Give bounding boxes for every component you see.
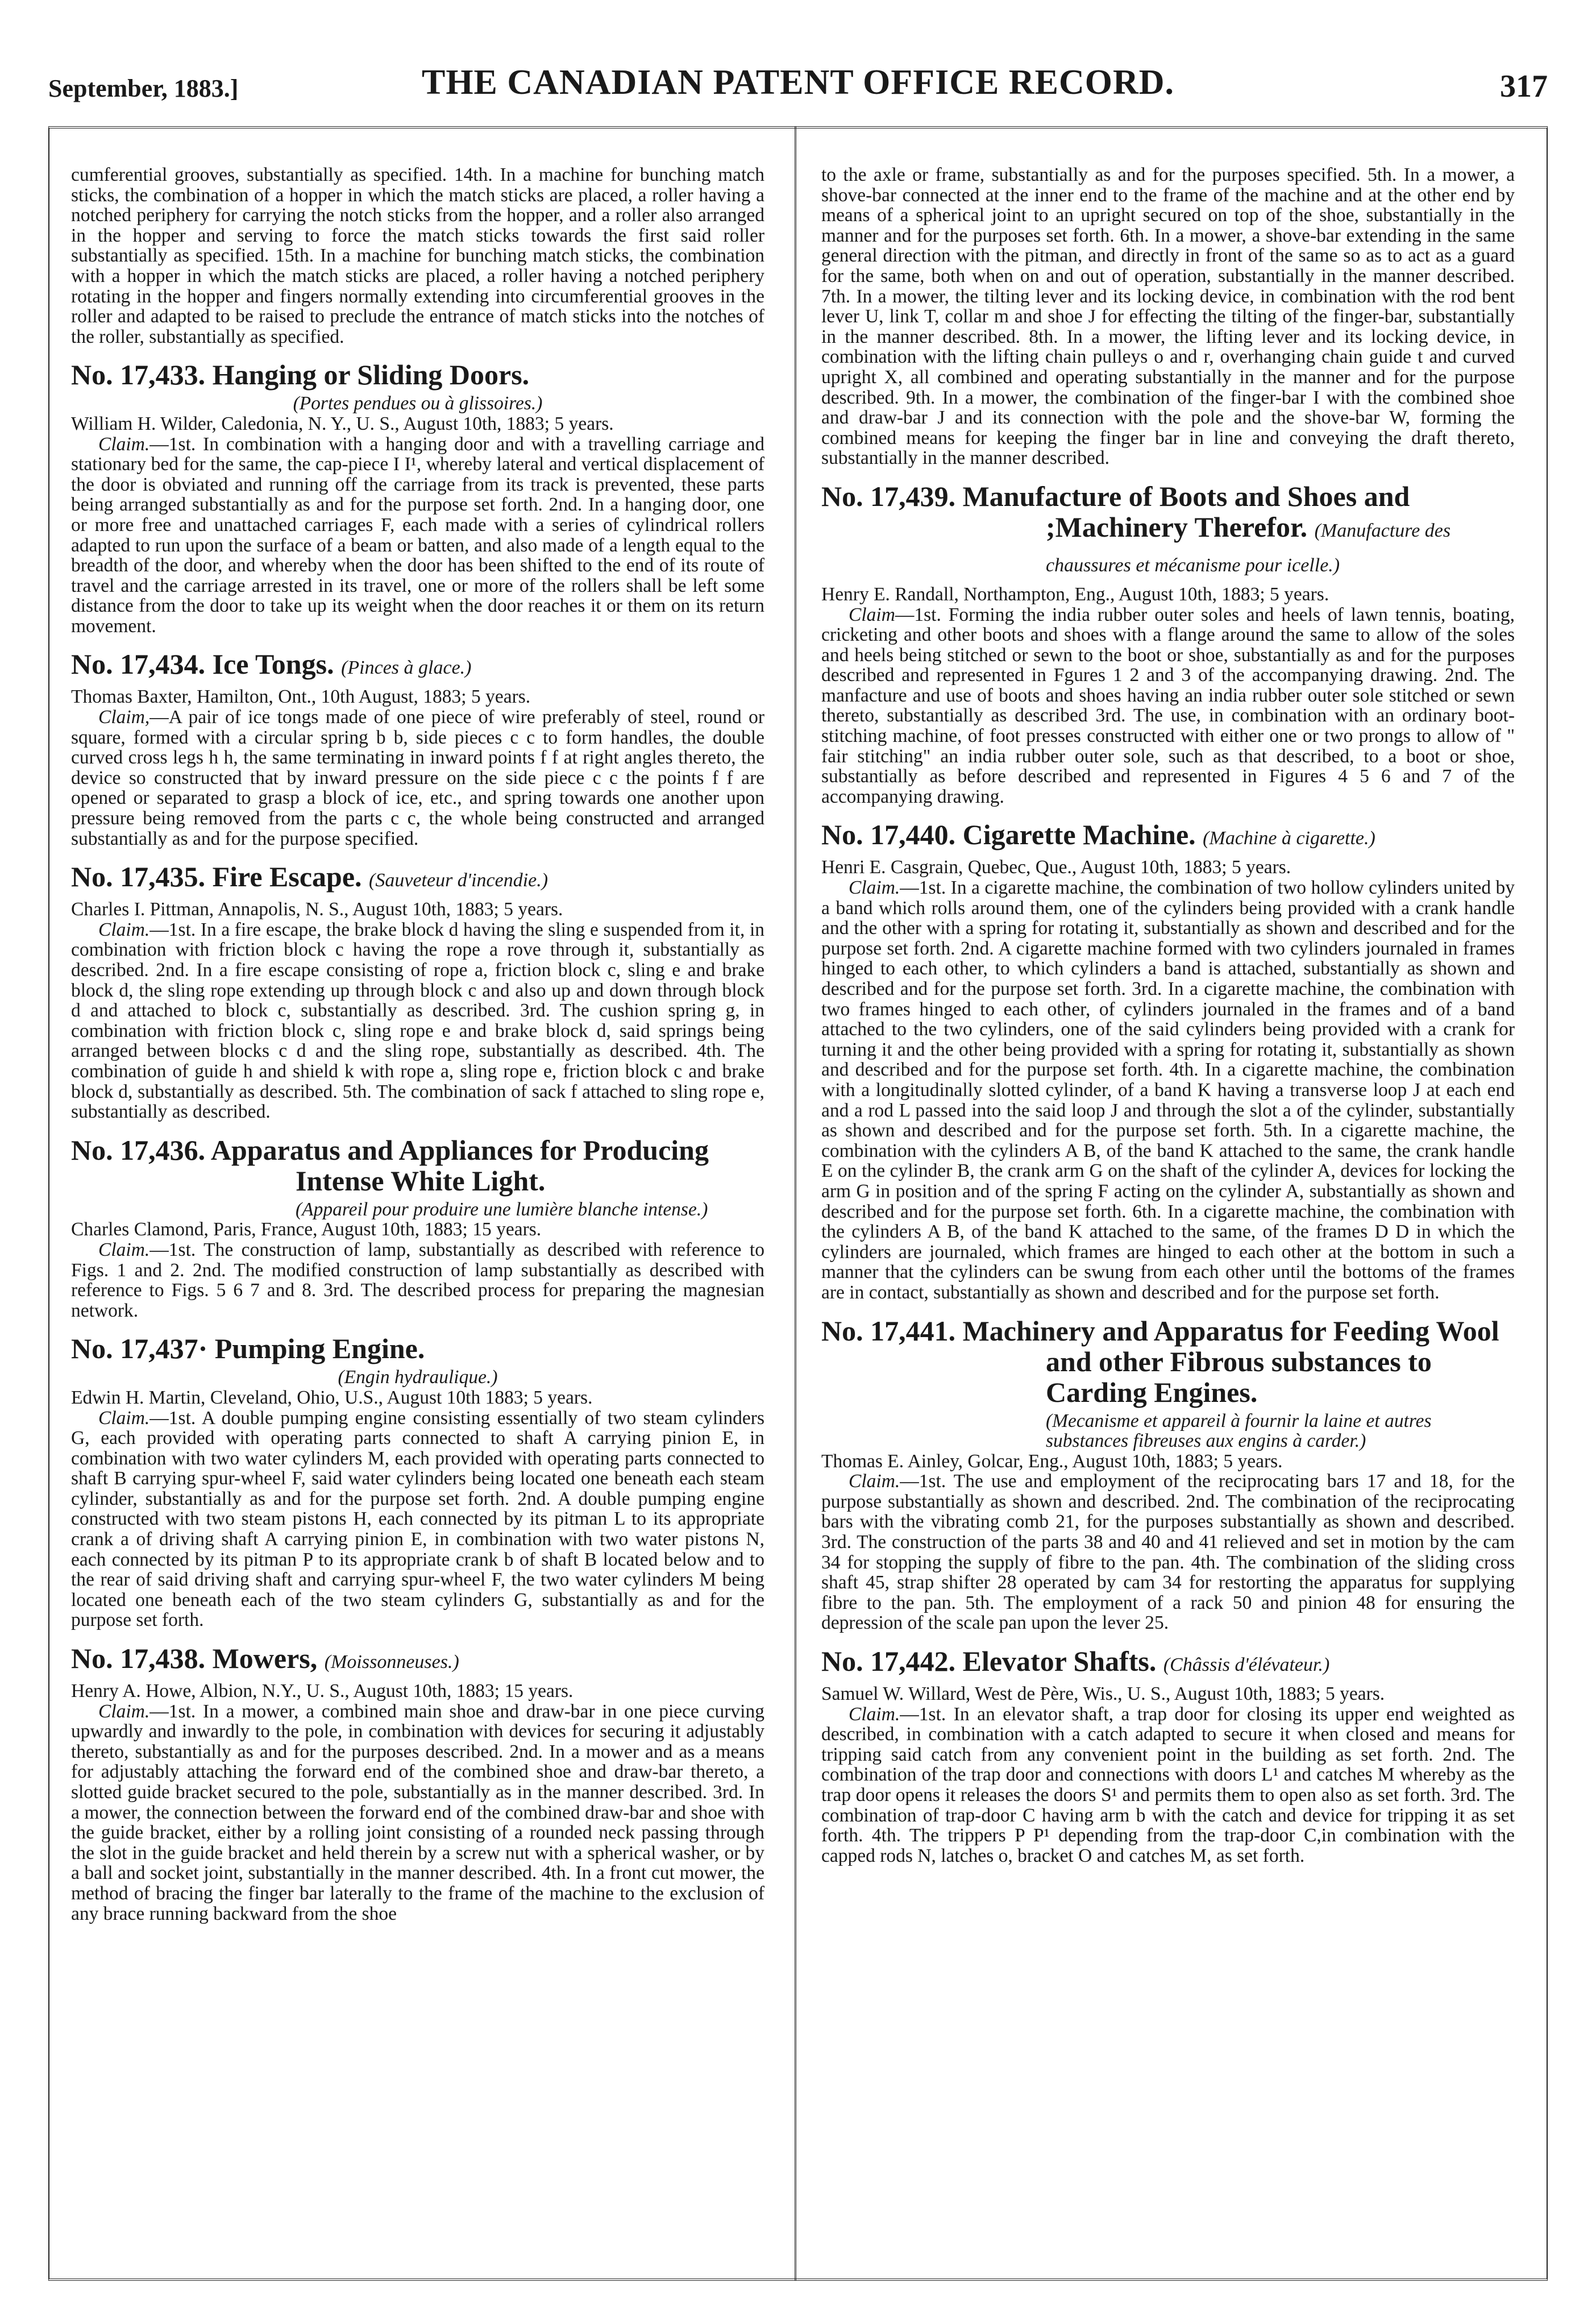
- right-column: [821, 165, 1515, 1866]
- page-header: [48, 63, 1548, 114]
- claim-body: —1st. The use and employment of the reciprocating bars 17 and 18, for the purpose substantially as shown and described. 2nd. The combination of the reciprocating bars with the vibrating comb 21, for the purposes substantially as shown and described. 3rd. The construction of the parts 38 and 40 and 41 relieved and set in motion by the cam 34 for stopping the supply of fibre to the pan. 4th. The combination of the sliding cross shaft 45, strap shifter 28 operated by cam 34 for restorting the apparatus for supplying fibre to the pan. 5th. The employment of a rack 50 and pinion 48 for ensuring the depression of the scale pan upon the lever 25.: [821, 1471, 1515, 1634]
- patentee-line: Charles I. Pittman, Annapolis, N. S., August 10th, 1883; 5 years.: [71, 899, 563, 920]
- patentee-line: William H. Wilder, Caledonia, N. Y., U. S., August 10th, 1883; 5 years.: [71, 413, 614, 434]
- french-title: (Machine à cigarette.): [1203, 828, 1375, 849]
- claim-text: [821, 1471, 1515, 1633]
- patent-number: No. 17,442.: [821, 1645, 956, 1678]
- claim-body: —1st. In combination with a hanging door and with a travelling carriage and stationary bed for the same, the cap-piece I I¹, whereby lateral and vertical displacement of the door is obviated and running off the carriage from its track is prevented, these parts being arranged substantially as and for the purpose set forth. 2nd. In a hanging door, one or more free and unattached carriages F, each made with a series of cylindrical rollers adapted to run upon the surface of a beam or batten, and also made of a length equal to the breadth of the door, and whereby when the door has been shifted to the end of its route of travel and the carriage arrested in its travel, one or more of the rollers shall be left some distance from the door to take up its weight when the door reaches it or them on its return movement.: [71, 433, 764, 637]
- patent-number: No. 17,440.: [821, 819, 956, 851]
- claim-text: [821, 605, 1515, 807]
- claim-body: —1st. In a fire escape, the brake block d having the sling e suspended from it, in combination with friction block c having the rope a rove through it, substantially as described. 2nd. In a fire escape consisting of rope a, friction block c, sling e and brake block d, the sling rope extending up through block c and also up and down through block d and attached to block c, substantially as described. 3rd. The cushion spring g, in combination with friction block c, sling rope e and brake block d, said springs being arranged between blocks c d and the sling rope, substantially as described. 4th. The combination of guide h and shield k with rope a, sling rope e, friction block c and brake block d, substantially as described. 5th. The combination of sack f attached to sling rope e, substantially as described.: [71, 919, 764, 1123]
- patent-entry: [71, 1135, 764, 1321]
- french-title: (Sauveteur d'incendie.): [369, 870, 548, 891]
- issue-date: September, 1883.]: [48, 74, 239, 102]
- french-title: (Engin hydraulique.): [338, 1367, 498, 1388]
- claim-text: [821, 1704, 1515, 1866]
- patent-title: Pumping Engine.: [214, 1333, 425, 1365]
- claim-text: [71, 1702, 764, 1924]
- claim-label: Claim.: [98, 1700, 150, 1722]
- claim-body: —1st. Forming the india rubber outer soles and heels of lawn tennis, boating, cricketing and other boots and shoes with a flange around the same to allow of the soles and heels being stitched or sewn to the boot or shoe, substantially as and for the purposes described and represented in Fgures 1 2 and 3 of the accompanying drawing. 2nd. The manfacture and use of boots and shoes having an india rubber outer sole stitched or sewn thereto, substantially as described 3rd. The use, in combination with an ordinary boot-stitching machine, of foot presses constructed with either one or two prongs to allow of " fair stitching" an india rubber outer sole, such as that described, to a boot or shoe, substantially as before described and represented in Figures 4 5 6 and 7 of the accompanying drawing.: [821, 604, 1515, 807]
- patentee-line: Charles Clamond, Paris, France, August 10th, 1883; 15 years.: [71, 1219, 542, 1240]
- french-title: (Châssis d'élévateur.): [1163, 1654, 1330, 1676]
- claim-label: Claim.: [98, 433, 150, 455]
- left-column: [71, 165, 764, 1924]
- column-divider: [795, 126, 796, 2281]
- entry-heading: [821, 1315, 1515, 1408]
- claim-body: —1st. In a cigarette machine, the combination of two hollow cylinders united by a band which rolls around them, one of the cylinders being provided with a crank handle and the other with a spring for rotating it, substantially as shown and described and for the purpose set forth. 2nd. A cigarette machine formed with two cylinders journaled in frames hinged to each other, to which cylinders a band is attached, substantially as shown and described and for the purpose set forth. 3rd. In a cigarette machine, the combination with two frames hinged to each other, of cylinders journaled in the frames and of a band attached to the two cylinders, one of the said cylinders being provided with a crank for turning it and the other being provided with a spring for rotating it, substantially as shown and described and for the purpose set forth. 4th. In a cigarette machine, the combination with a longitudinally slotted cylinder, of a band K having a transverse loop J at each end and a rod L passed into the said loop J and through the slot a of the cylinder, substantially as shown and described and for the purpose set forth. 5th. In a cigarette machine, the combination with the cylinders A B, of the band K attached to the same, the crank handle E on the cylinder B, the crank arm G on the shaft of the cylinder A, devices for locking the arm G in position and of the spring F acting on the cylinder A, substantially as shown and described and for the purpose set forth. 6th. In a cigarette machine, the combination with the cylinders A B, of the band K attached to the same, of the frames D D in which the cylinders are journaled, which frames are hinged to each other at the bottom in such a manner that the cylinders can be swung from each other until the bottoms of the frames are in contact, substantially as shown and described and for the purpose set forth.: [821, 877, 1515, 1303]
- claim-text: [71, 1408, 764, 1631]
- claim-text: [71, 707, 764, 849]
- patent-entry: [71, 861, 764, 1122]
- publication-title: THE CANADIAN PATENT OFFICE RECORD.: [421, 63, 1175, 102]
- claim-text: [71, 1240, 764, 1321]
- claim-label: Claim.: [98, 1239, 150, 1260]
- patentee-line: Thomas Baxter, Hamilton, Ont., 10th August, 1883; 5 years.: [71, 686, 531, 708]
- patent-title: Ice Tongs.: [212, 648, 334, 680]
- claim-label: Claim.: [849, 877, 900, 899]
- patent-entry: [821, 481, 1515, 807]
- claim-body: —1st. In an elevator shaft, a trap door for closing its upper end weighted as described, in combination with a catch adapted to secure it when closed and means for tripping said catch from any convenient point in the building as set forth. 2nd. The combination of the trap door and connections with doors L¹ and catches M whereby as the trap door opens it releases the doors S¹ and permits them to open also as set forth. 3rd. The combination of trap-door C having arm b with the catch and device for tripping it as set forth. 4th. The trippers P P¹ depending from the trap-door C,in combination with the capped rods N, latches o, bracket O and catches M, as set forth.: [821, 1703, 1515, 1866]
- patentee-line: Henry A. Howe, Albion, N.Y., U. S., August 10th, 1883; 15 years.: [71, 1680, 573, 1702]
- patent-entry: [821, 1315, 1515, 1634]
- patent-entry: [71, 1643, 764, 1924]
- patent-number: No. 17,438.: [71, 1642, 206, 1675]
- french-title: (Manufacture des chaussures et mécanisme pour icelle.): [1046, 520, 1451, 576]
- patent-number: No. 17,437·: [71, 1333, 208, 1365]
- entry-heading: [71, 1135, 764, 1196]
- patent-title: Cigarette Machine.: [962, 819, 1196, 851]
- patent-number: No. 17,435.: [71, 861, 206, 893]
- entry-heading: [71, 1643, 764, 1678]
- claim-text: [821, 878, 1515, 1302]
- french-title: (Appareil pour produire une lumière blanche intense.): [296, 1198, 708, 1220]
- patent-number: No. 17,439.: [821, 480, 956, 512]
- entry-heading: [821, 819, 1515, 854]
- patent-number: No. 17,436.: [71, 1134, 206, 1166]
- claim-label: Claim.: [98, 919, 150, 940]
- entry-heading: [71, 861, 764, 896]
- entry-heading: [71, 649, 764, 683]
- continued-claim-text: to the axle or frame, substantially as and for the purposes specified. 5th. In a mower, a shove-bar connected at the inner end to the frame of the machine and at the other end by means of a spherical joint to an upright secured on top of the shoe, substantially in the manner and for the purposes set forth. 6th. In a mower, a shove-bar extending in the same general direction with the pitman, and directly in front of the same so as to act as a guard for the same, both when on and out of operation, substantially in the manner described. 7th. In a mower, the tilting lever and its locking device, in combination with the rod bent lever U, link T, collar m and shoe J for effecting the tilting of the finger-bar, substantially in the manner described. 8th. In a mower, the lifting lever and its locking device, in combination with the lifting chain pulleys o and r, overhanging chain guide t and curved upright X, all combined and operating substantially in the manner and for the purpose described. 9th. In a mower, the combination of the finger-bar I with the combined shoe and draw-bar J and its connection with the pole and the shove-bar W, forming the combined means for keeping the finger bar in line and conveying the draft thereto, substantially in the manner described.: [821, 164, 1515, 469]
- claim-text: [71, 920, 764, 1122]
- claim-text: [71, 434, 764, 637]
- claim-label: Claim.: [849, 1471, 900, 1492]
- claim-label: Claim.: [849, 1703, 900, 1725]
- patentee-line: Samuel W. Willard, West de Père, Wis., U. S., August 10th, 1883; 5 years.: [821, 1683, 1385, 1705]
- patentee-line: Edwin H. Martin, Cleveland, Ohio, U.S., August 10th 1883; 5 years.: [71, 1387, 593, 1408]
- entry-heading: [821, 1646, 1515, 1680]
- patent-title: Machinery and Apparatus for Feeding Wool and other Fibrous substances to Carding Engines.: [962, 1314, 1499, 1408]
- entry-heading: [821, 481, 1515, 581]
- patent-entry: [71, 649, 764, 849]
- patentee-line: Thomas E. Ainley, Golcar, Eng., August 10th, 1883; 5 years.: [821, 1450, 1283, 1472]
- patent-number: No. 17,434.: [71, 648, 206, 680]
- patent-title: Manufacture of Boots and Shoes and ;Machinery Therefor.: [962, 480, 1410, 543]
- patent-entry: [821, 819, 1515, 1302]
- patent-title: Elevator Shafts.: [962, 1645, 1157, 1678]
- claim-label: Claim,: [98, 707, 150, 728]
- entry-heading: [71, 359, 764, 390]
- patent-number: No. 17,441.: [821, 1314, 956, 1347]
- entry-heading: [71, 1333, 764, 1364]
- page-number: 317: [1500, 69, 1548, 104]
- patent-number: No. 17,433.: [71, 359, 206, 391]
- patent-entry: [821, 1646, 1515, 1866]
- french-title: (Portes pendues ou à glissoires.): [293, 393, 543, 414]
- claim-label: Claim.: [98, 1407, 150, 1429]
- claim-body: —1st. A double pumping engine consisting essentially of two steam cylinders G, each provided with operating parts connected to shaft A carrying pinion E, in combination with two water cylinders M, each provided with operating parts connected to shaft B carrying spur-wheel F, said water cylinders being located one beneath each steam cylinder, substantially as and for the purpose set forth. 2nd. A double pumping engine constructed with two steam pistons H, each connected by its pitman L to its appropriate crank a of driving shaft A carrying pinion E, in combination with two water pistons N, each connected by its pitman P to its appropriate crank b of shaft B located below and to the rear of said driving shaft and carrying spur-wheel F, the two water cylinders M being located one beneath each of the two steam cylinders G, substantially as and for the purpose set forth.: [71, 1407, 764, 1631]
- continued-claim-text: cumferential grooves, substantially as specified. 14th. In a machine for bunching match sticks, the combination of a hopper in which the match sticks are placed, a roller having a notched periphery for carrying the notch sticks from the hopper, and a roller also arranged in the hopper and serving to force the match sticks towards the first said roller substantially as specified. 15th. In a machine for bunching match sticks, the combination with a hopper in which the match sticks are placed, a roller having a notched periphery rotating in the hopper and fingers normally extending into circumferential grooves in the roller and adapted to be raised to preclude the entrance of match sticks into the notches of the roller, substantially as specified.: [71, 164, 764, 347]
- patent-title: Hanging or Sliding Doors.: [212, 359, 530, 391]
- claim-body: —1st. In a mower, a combined main shoe and draw-bar in one piece curving upwardly and inwardly to the pole, in combination with devices for securing it adjustably thereto, substantially as and for the purposes described. 2nd. In a mower and as a means for adjustably attaching the forward end of the combined shoe and draw-bar thereto, a slotted guide bracket secured to the pole, substantially as in the manner described. 3rd. In a mower, the connection between the forward end of the combined draw-bar and shoe with the guide bracket, either by a rolling joint consisting of a rounded neck passing through the slot in the guide bracket and held therein by a screw nut with a spherical washer, or by a ball and socket joint, substantially in the manner described. 4th. In a front cut mower, the method of bracing the finger bar laterally to the frame of the machine to the exclusion of any brace running backward from the shoe: [71, 1700, 764, 1924]
- claim-body: —A pair of ice tongs made of one piece of wire preferably of steel, round or square, formed with a circular spring b b, side pieces c c to form handles, the double curved cross legs h h, the same terminating in inward points f f at right angles thereto, the device so constructed that by inward pressure on the side piece c c the points f f are opened or separated to grasp a block of ice, etc., and spring towards one another upon pressure being removed from the parts c c, the whole being constructed and arranged substantially as and for the purpose specified.: [71, 707, 764, 849]
- patent-entry: [71, 359, 764, 636]
- patent-title: Fire Escape.: [212, 861, 362, 893]
- french-title: (Moissonneuses.): [324, 1651, 459, 1673]
- patent-title: Apparatus and Appliances for Producing Intense White Light.: [210, 1134, 709, 1197]
- patentee-line: Henry E. Randall, Northampton, Eng., August 10th, 1883; 5 years.: [821, 583, 1329, 605]
- french-title: (Pinces à glace.): [341, 657, 472, 679]
- french-title: (Mecanisme et appareil à fournir la laine et autres substances fibreuses aux engins à carder.): [1046, 1410, 1432, 1452]
- patent-entry: [71, 1333, 764, 1630]
- claim-body: —1st. The construction of lamp, substantially as described with reference to Figs. 1 and 2. 2nd. The modified construction of lamp substantially as described with reference to Figs. 5 6 7 and 8. 3rd. The described process for preparing the magnesian network.: [71, 1239, 764, 1321]
- patentee-line: Henri E. Casgrain, Quebec, Que., August 10th, 1883; 5 years.: [821, 857, 1291, 878]
- patent-title: Mowers,: [212, 1642, 318, 1675]
- claim-label: Claim: [849, 604, 895, 625]
